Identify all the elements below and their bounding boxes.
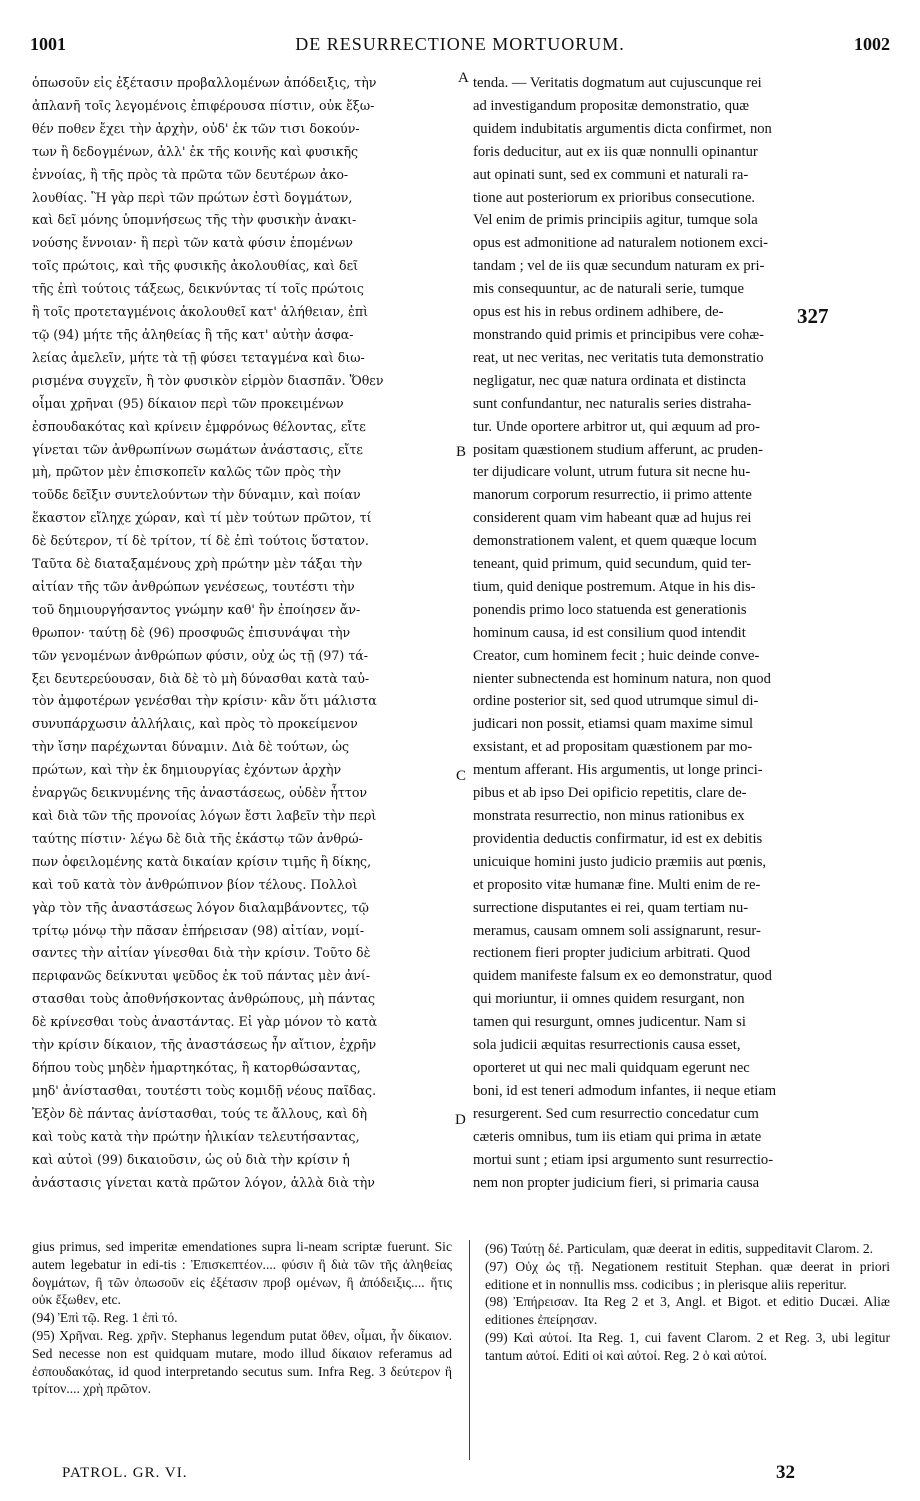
footnote: (96) Ταύτῃ δέ. Particulam, quæ deerat in editis, suppeditavit Clarom. 2. — [485, 1241, 874, 1256]
page-number-left: 1001 — [30, 34, 66, 54]
latin-text: tenda. — Veritatis dogmatum aut cujuscunque rei ad investigandum propositæ demonstratio, quæ quidem indubitatis argumentis dicta confirmet, non foris deducitur, aut ex iis quæ nonnulli opinantur aut opinati sunt, sed ex communi et naturali ra- tione aut posteriorum ex prioribus consecutione. Vel enim de primis principiis agitur, tumque sola opus est admonitione ad naturalem notionem exci- tandam ; vel de iis quæ secundum naturam ex pri- mis consequuntur, ac de naturali serie, tumque opus est his in rebus ordinem adhibere, de- monstrando quid primis et principibus vere cohæ- reat, ut nec veritas, nec veritatis tuta demonstratio negligatur, nec quæ natura ordinata et distincta sunt confundantur, nec naturalis series distraha- tur. Unde oportere arbitror ut, qui æquum ad pro- positam quæstionem studium afferunt, ac pruden- ter dijudicare volunt, utrum futura sit necne hu- manorum corporum resurrectio, ii primo attente considerent quam vim habeant quæ ad hujus rei demonstrationem valent, et quem quæque locum teneant, quid primum, quid secundum, quid ter- tium, quid denique postremum. Atque in his dis- ponendis primo loco statuenda est generationis hominum causa, id est consilium quod intendit Creator, cum hominem fecit ; huic deinde conve- nienter subnectenda est hominum natura, non quod ordine posterior sit, sed quod utrumque simul di- judicari non possit, etiamsi quam maxime simul exsistant, et ad propositam quæstionem par mo- mentum afferant. His argumentis, ut longe princi- pibus et ab ipso Dei opificio repetitis, clare de- monstrata resurrectio, non minus rationibus ex providentia deductis confirmatur, id est ex debitis unicuique homini justo judicio præmiis aut pœnis, et proposito vitæ humanæ fine. Multi enim de re- surrectione disputantes ei rei, quam tertiam nu- meramus, causam omnem soli assignarunt, resur- rectionem fieri propter judicium arbitrati. Quod quidem manifeste falsum ex eo demonstratur, quod qui moriuntur, ii omnes quidem resurgant, non tamen qui resurgunt, omnes judicentur. Nam si sola judicii æquitas resurrectionis causa esset, oporteret ut qui nec mali quidquam egerunt nec boni, id est teneri admodum infantes, ii neque etiam resurgerent. Sed cum resurrectio concedatur cum cæteris omnibus, tum iis etiam qui prima in ætate mortui sunt ; etiam ipsi argumento sunt resurrectio- nem non propter judicium fieri, si primaria causa — [473, 75, 777, 1191]
column-marker: 327 — [797, 304, 829, 328]
margin-letter-c: C — [456, 768, 467, 784]
running-title: DE RESURRECTIONE MORTUORUM. — [295, 34, 625, 54]
footer-signature: 32 — [776, 1462, 795, 1483]
footnote: (95) Χρῆναι. Reg. χρῆν. Stephanus legendum putat ὅθεν, οἶμαι, ἦν δίκαιον. Sed necesse non est quidquam mutare, modo illud δίκαιον referamus ad ἐσπουδακότας, id quod interpretando secutus sum. Infra Reg. 3 δεύτερον ἢ τρίτον.... χρὴ πρῶτον. — [32, 1327, 452, 1397]
footnote: (97) Οὐχ ὡς τῇ. Negationem restituit Stephan. quæ deerat in priori editione et in nonnullis mss. codicibus ; in plerisque aliis reperitur. — [485, 1258, 890, 1292]
footnotes-right — [485, 1240, 890, 1460]
footnotes-left — [32, 1238, 452, 1468]
footnote: (94) Ἐπὶ τῷ. Reg. 1 ἐπὶ τό. — [32, 1310, 178, 1326]
footer-series: PATROL. GR. VI. — [62, 1465, 188, 1481]
footnote: (99) Καὶ αὐτοί. Ita Reg. 1, cui favent Clarom. 2 et Reg. 3, ubi legitur tantum αὐτοί. Editi οἱ καὶ αὐτοί. Reg. 2 ὁ καὶ αὐτοί. — [485, 1329, 890, 1363]
page-number-right: 1002 — [854, 34, 890, 54]
latin-column — [473, 72, 889, 1191]
greek-text: ὁπωσοῦν εἰς ἐξέτασιν προβαλλομένων ἀπόδειξις, τὴν ἀπλανῆ τοῖς λεγομένοις ἐπιφέρουσα πίστιν, οὐκ ἔξω- θέν ποθεν ἔχει τὴν ἀρχὴν, οὐδ' ἐκ τῶν τισι δοκούν- των ἢ δεδογμένων, ἀλλ' ἐκ τῆς κοινῆς καὶ φυσικῆς ἐννοίας, ἢ τῆς πρὸς τὰ πρῶτα τῶν δευτέρων ἀκο- λουθίας. Ἢ γὰρ περὶ τῶν πρώτων ἐστὶ δογμάτων, καὶ δεῖ μόνης ὑπομνήσεως τῆς τὴν φυσικὴν ἀνακι- νούσης ἔννοιαν· ἢ περὶ τῶν κατὰ φύσιν ἑπομένων τοῖς πρώτοις, καὶ τῆς φυσικῆς ἀκολουθίας, καὶ δεῖ τῆς ἐπὶ τούτοις τάξεως, δεικνύντας τί τοῖς πρώτοις ἢ τοῖς προτεταγμένοις ἀκολουθεῖ κατ' ἀλήθειαν, ἐπὶ τῷ (94) μήτε τῆς ἀληθείας ἢ τῆς κατ' αὐτὴν ἀσφα- λείας ἀμελεῖν, μήτε τὰ τῇ φύσει τεταγμένα καὶ διω- ρισμένα συγχεῖν, ἢ τὸν φυσικὸν εἱρμὸν διασπᾶν. Ὅθεν οἶμαι χρῆναι (95) δίκαιον περὶ τῶν προκειμένων ἐσπουδακότας καὶ κρίνειν ἐμφρόνως θέλοντας, εἴτε γίνεται τῶν ἀνθρωπίνων σωμάτων ἀνάστασις, εἴτε μὴ, πρῶτον μὲν ἐπισκοπεῖν καλῶς τῶν πρὸς τὴν τοῦδε δεῖξιν συντελούντων τὴν δύναμιν, καὶ ποίαν ἕκαστον εἴληχε χώραν, καὶ τί μὲν τούτων πρῶτον, τί δὲ δεύτερον, τί δὲ τρίτον, τί δὲ ἐπὶ τούτοις ὕστατον. Ταῦτα δὲ διαταξαμένους χρὴ πρώτην μὲν τάξαι τὴν αἰτίαν τῆς τῶν ἀνθρώπων γενέσεως, τουτέστι τὴν τοῦ δημιουργήσαντος γνώμην καθ' ἣν ἐποίησεν ἄν- θρωπον· ταύτῃ δὲ (96) προσφυῶς ἐπισυνάψαι τὴν τῶν γενομένων ἀνθρώπων φύσιν, οὐχ ὡς τῇ (97) τά- ξει δευτερεύουσαν, διὰ δὲ τὸ μὴ δύνασθαι κατὰ ταὐ- τὸν ἀμφοτέρων γενέσθαι τὴν κρίσιν· κἂν ὅτι μάλιστα συνυπάρχωσιν ἀλλήλαις, καὶ πρὸς τὸ προκείμενον τὴν ἴσην παρέχωνται δύναμιν. Διὰ δὲ τούτων, ὡς πρώτων, καὶ τὴν ἐκ δημιουργίας ἐχόντων ἀρχὴν ἐναργῶς δεικνυμένης τῆς ἀναστάσεως, οὐδὲν ἧττον καὶ διὰ τῶν τῆς προνοίας λόγων ἔστι λαβεῖν τὴν περὶ ταύτης πίστιν· λέγω δὲ διὰ τῆς ἑκάστῳ τῶν ἀνθρώ- πων ὀφειλομένης κατὰ δικαίαν κρίσιν τιμῆς ἢ δίκης, καὶ τοῦ κατὰ τὸν ἀνθρώπινον βίον τέλους. Πολλοὶ γὰρ τὸν τῆς ἀναστάσεως λόγον διαλαμβάνοντες, τῷ τρίτῳ μόνῳ τὴν πᾶσαν ἐπήρεισαν (98) αἰτίαν, νομί- σαντες τὴν αἰτίαν γίνεσθαι διὰ τὴν κρίσιν. Τοῦτο δὲ περιφανῶς δείκνυται ψεῦδος ἐκ τοῦ πάντας μὲν ἀνί- στασθαι τοὺς ἀποθνήσκοντας ἀνθρώπους, μὴ πάντας δὲ κρίνεσθαι τοὺς ἀναστάντας. Εἰ γὰρ μόνον τὸ κατὰ τὴν κρίσιν δίκαιον, τῆς ἀναστάσεως ἦν αἴτιον, ἐχρῆν δήπου τοὺς μηδὲν ἡμαρτηκότας, ἢ κατορθώσαντας, μηδ' ἀνίστασθαι, τουτέστι τοὺς κομιδῇ νέους παῖδας. Ἐξὸν δὲ πάντας ἀνίστασθαι, τούς τε ἄλλους, καὶ δὴ καὶ τοὺς κατὰ τὴν πρώτην ἡλικίαν τελευτήσαντας, καὶ αὐτοὶ (99) δικαιοῦσιν, ὡς οὐ διὰ τὴν κρίσιν ἡ ἀνάστασις γίνεται κατὰ πρῶτον λόγον, ἀλλὰ διὰ τὴν — [32, 75, 384, 1190]
running-head — [30, 34, 890, 60]
greek-column — [32, 72, 452, 1190]
margin-letter-a: A — [458, 70, 469, 86]
footnote: gius primus, sed imperitæ emendationes supra li-neam scriptæ fuerunt. Sic autem legebatur in edi-tis : Ἐπισκεπτέον.... φύσιν ἢ διὰ τῶν τῆς ἀληθείας δογμάτων, ἢ τῶν ὁπωσοῦν εἰς ἐξέτασιν προβ ομένων, ἢ ἀπόδειξις.... ἥτις οὐκ ἔξωθεν, etc. — [32, 1239, 452, 1308]
margin-letter-d: D — [455, 1112, 466, 1128]
margin-letter-b: B — [456, 444, 467, 460]
footnote-divider — [469, 1240, 470, 1460]
footnote: (98) Ἐπήρεισαν. Ita Reg 2 et 3, Angl. et Bigot. et editio Ducæi. Aliæ editiones ἐπείρησαν. — [485, 1294, 890, 1328]
